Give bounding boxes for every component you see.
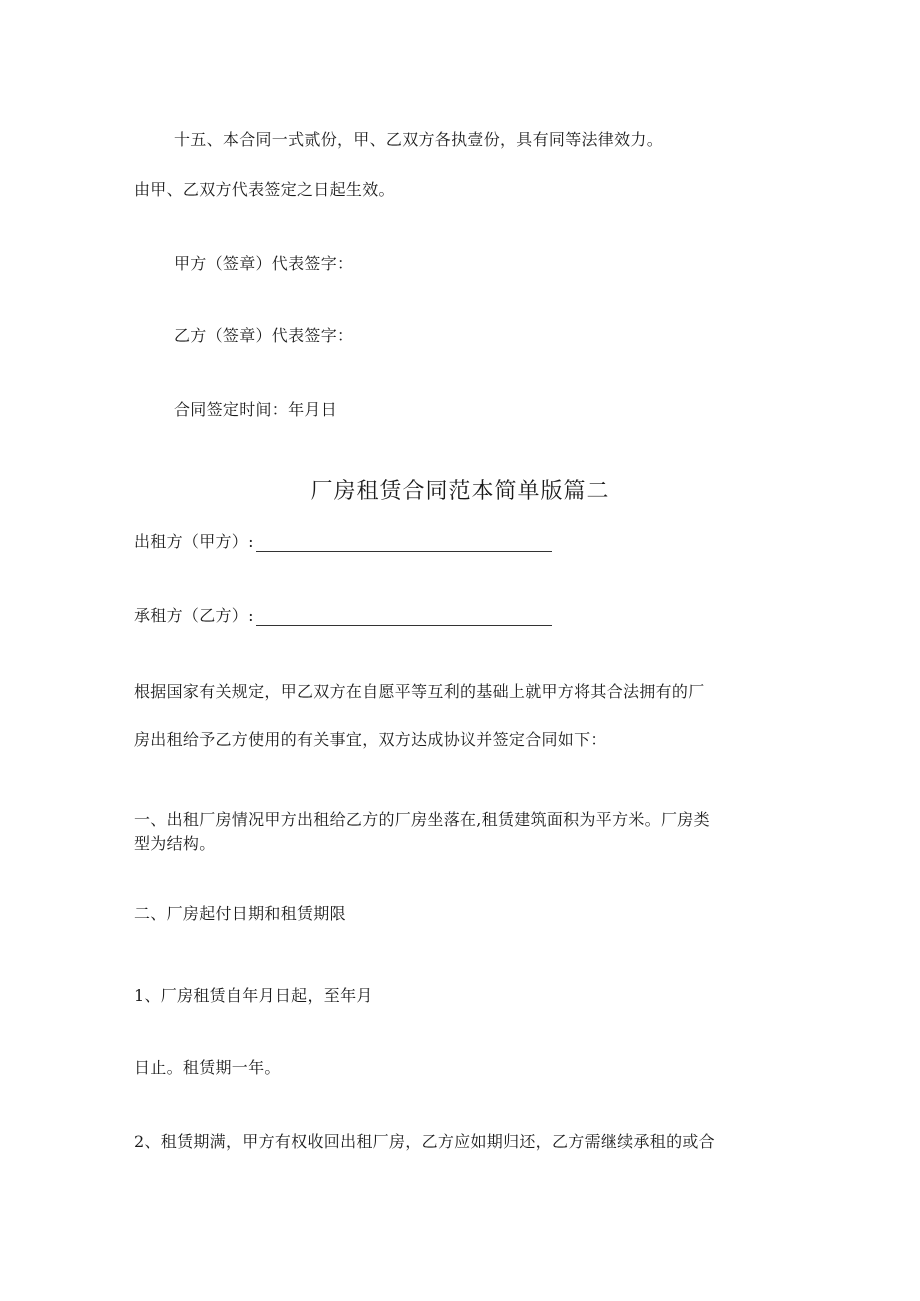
intro-line-2: 房出租给予乙方使用的有关事宜，双方达成协议并签定合同如下： bbox=[134, 730, 607, 749]
item-1-line-2: 型为结构。 bbox=[134, 834, 216, 853]
lessor-blank bbox=[256, 535, 552, 552]
item-2-1-line-2: 日止。租赁期一年。 bbox=[134, 1058, 281, 1077]
item-2-1-line-1: 1、厂房租赁自年月日起，至年月 bbox=[134, 986, 373, 1005]
lessor-label: 出租方（甲方）: bbox=[134, 532, 254, 551]
lessee-blank bbox=[256, 609, 552, 626]
lessee-line bbox=[134, 606, 552, 626]
item-2-heading: 二、厂房起付日期和租赁期限 bbox=[134, 904, 346, 923]
signing-date: 合同签定时间：年月日 bbox=[174, 400, 338, 419]
lessor-line bbox=[134, 532, 552, 552]
item-1-line-1: 一、出租厂房情况甲方出租给乙方的厂房坐落在,租赁建筑面积为平方米。厂房类 bbox=[134, 810, 710, 829]
clause-15: 十五、本合同一式贰份，甲、乙双方各执壹份，具有同等法律效力。 bbox=[174, 130, 664, 149]
section-title: 厂房租赁合同范本简单版篇二 bbox=[310, 479, 610, 504]
party-a-signature: 甲方（签章）代表签字： bbox=[174, 254, 354, 273]
lessee-label: 承租方（乙方）: bbox=[134, 606, 254, 625]
party-b-signature: 乙方（签章）代表签字： bbox=[174, 326, 354, 345]
clause-15-continuation: 由甲、乙双方代表签定之日起生效。 bbox=[134, 180, 395, 199]
item-2-2-line-1: 2、租赁期满，甲方有权收回出租厂房，乙方应如期归还，乙方需继续承租的或合 bbox=[134, 1132, 715, 1151]
intro-line-1: 根据国家有关规定，甲乙双方在自愿平等互利的基础上就甲方将其合法拥有的厂 bbox=[134, 682, 705, 701]
